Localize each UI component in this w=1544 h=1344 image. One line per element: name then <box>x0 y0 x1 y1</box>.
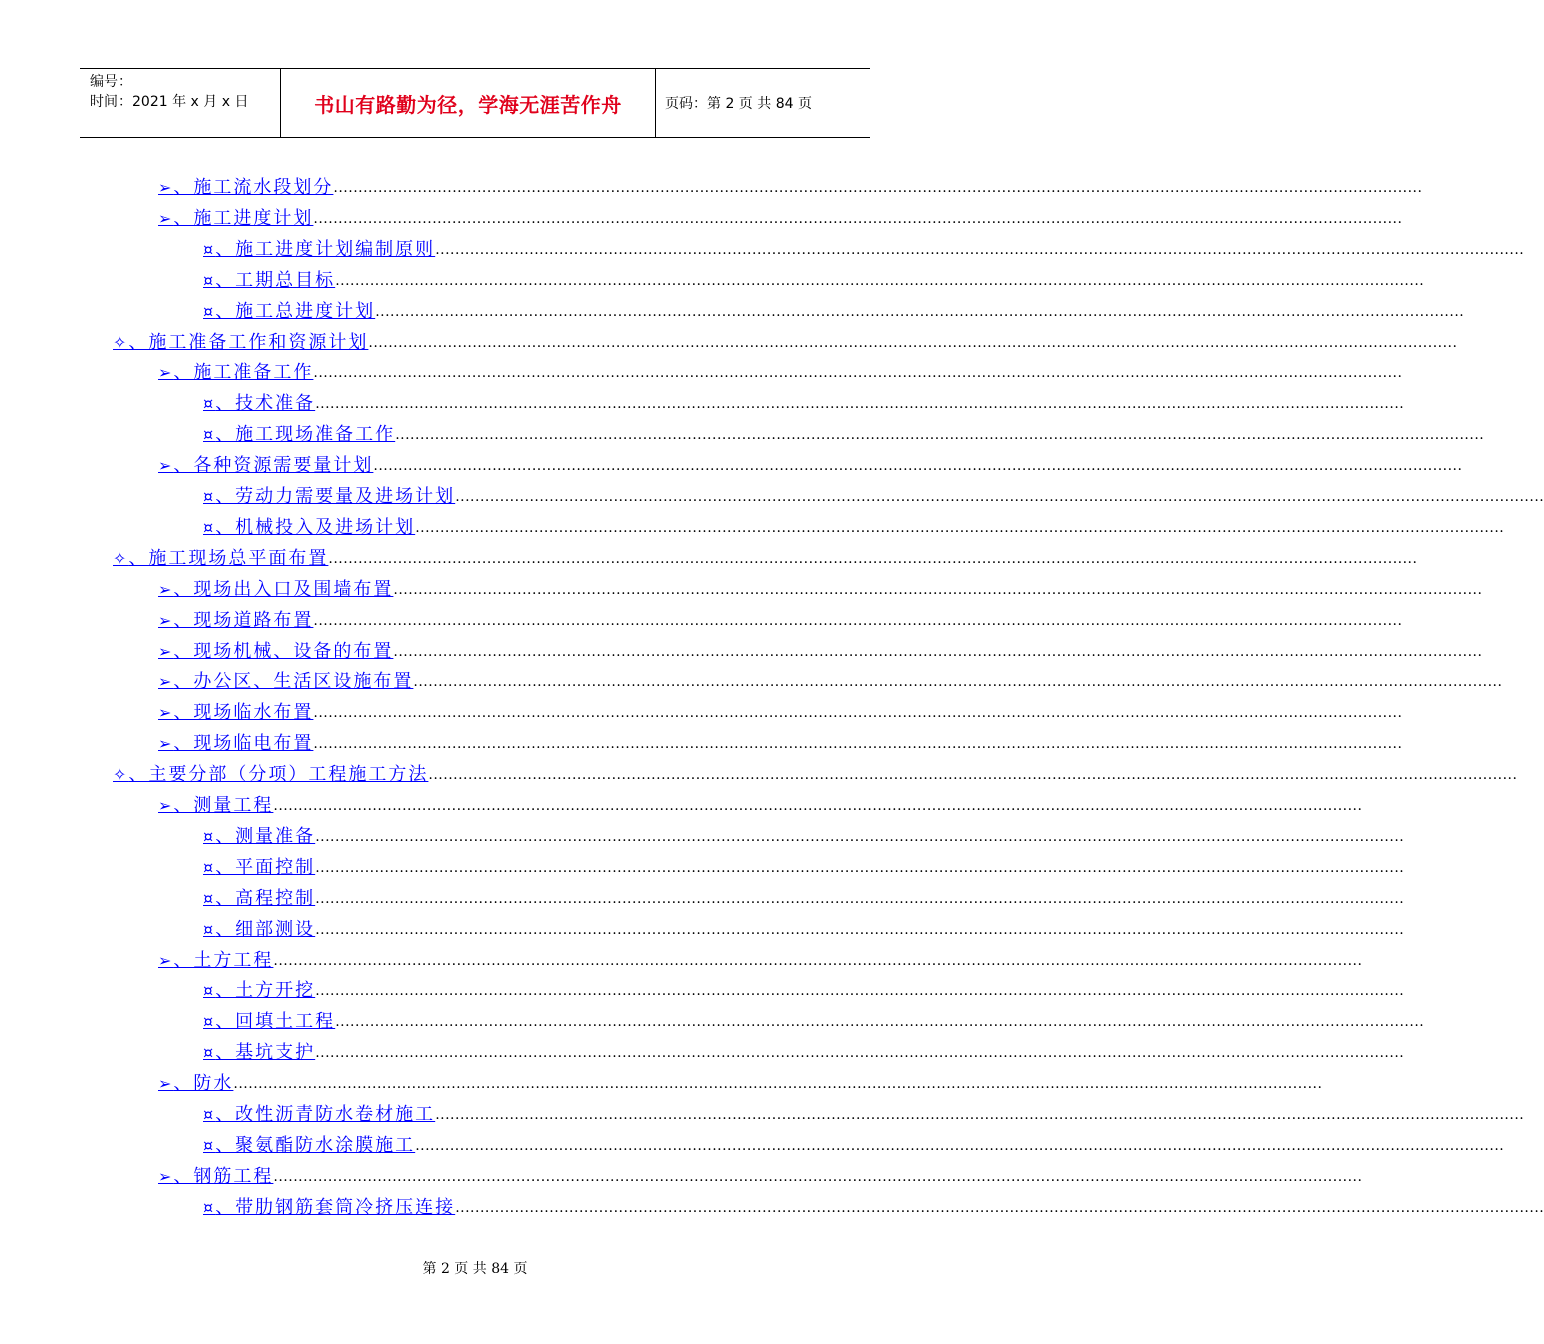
toc-entry[interactable] <box>203 1095 1525 1126</box>
toc-entry-link[interactable] <box>158 950 273 972</box>
toc-entry-link[interactable] <box>158 641 393 663</box>
toc-dot-leader: ............................................................................................................................................................................................................................ <box>273 798 1363 814</box>
toc-entry-label: 、技术准备 <box>215 393 316 415</box>
toc-entry-link[interactable] <box>203 1104 435 1126</box>
toc-entry[interactable] <box>158 662 1503 693</box>
toc-entry[interactable] <box>158 786 1363 817</box>
toc-bullet-icon: ¤ <box>203 1043 216 1063</box>
toc-entry-label: 、高程控制 <box>215 887 316 909</box>
toc-dot-leader: ............................................................................................................................................................................................................................ <box>313 365 1403 382</box>
toc-entry[interactable] <box>158 570 1483 601</box>
toc-entry-label: 、施工现场准备工作 <box>215 424 396 446</box>
toc-entry[interactable] <box>158 724 1403 755</box>
toc-entry-label: 、施工流水段划分 <box>173 177 334 198</box>
toc-entry[interactable] <box>158 199 1403 230</box>
toc-entry[interactable] <box>203 1002 1425 1033</box>
toc-entry-label: 、主要分部（分项）工程施工方法 <box>128 764 429 786</box>
header-meta <box>80 69 280 137</box>
toc-entry-link[interactable] <box>203 239 435 261</box>
toc-dot-leader: ............................................................................................................................................................................................................................ <box>315 859 1405 876</box>
toc-dot-leader: ............................................................................................................................................................................................................................ <box>395 427 1485 444</box>
toc-bullet-icon: ➢ <box>158 796 174 815</box>
toc-entry-label: 、施工总进度计划 <box>215 300 376 322</box>
toc-dot-leader: ............................................................................................................................................................................................................................ <box>328 550 1418 567</box>
toc-bullet-icon: ¤ <box>203 888 216 908</box>
toc-dot-leader: ............................................................................................................................................................................................................................ <box>393 643 1483 660</box>
toc-dot-leader: ............................................................................................................................................................................................................................ <box>393 581 1483 598</box>
toc-dot-leader: ............................................................................................................................................................................................................................ <box>315 1045 1405 1062</box>
toc-entry[interactable] <box>203 910 1405 941</box>
toc-bullet-icon: ¤ <box>203 826 216 846</box>
toc-entry[interactable] <box>203 384 1405 415</box>
toc-bullet-icon: ➢ <box>158 1074 174 1094</box>
toc-entry-link[interactable] <box>158 1166 273 1188</box>
toc-dot-leader: ............................................................................................................................................................................................................................ <box>313 736 1403 753</box>
toc-entry[interactable] <box>203 230 1525 261</box>
toc-entry-link[interactable] <box>113 548 328 570</box>
toc-entry[interactable] <box>203 879 1405 910</box>
toc-dot-leader: ............................................................................................................................................................................................................................ <box>273 1168 1363 1185</box>
toc-dot-leader: ............................................................................................................................................................................................................................ <box>313 705 1403 722</box>
toc-entry[interactable] <box>203 415 1485 446</box>
toc-entry[interactable] <box>203 817 1405 848</box>
toc-bullet-icon: ✧ <box>113 765 129 785</box>
toc-entry[interactable] <box>158 446 1463 477</box>
toc-bullet-icon: ✧ <box>113 548 129 568</box>
toc-bullet-icon: ¤ <box>203 239 216 259</box>
toc-bullet-icon: ¤ <box>203 301 216 321</box>
toc-bullet-icon: ➢ <box>158 734 174 754</box>
toc-entry-label: 、施工进度计划编制原则 <box>215 238 436 260</box>
toc-entry[interactable] <box>203 261 1425 292</box>
toc-entry[interactable] <box>158 168 1423 199</box>
toc-entry-label: 、施工准备工作 <box>173 362 314 384</box>
toc-entry[interactable] <box>203 848 1405 879</box>
toc-entry-label: 、改性沥青防水卷材施工 <box>215 1104 436 1125</box>
toc-entry-label: 、工期总目标 <box>215 269 336 291</box>
toc-dot-leader: ............................................................................................................................................................................................................................ <box>313 612 1403 629</box>
toc-dot-leader: ............................................................................................................................................................................................................................ <box>435 1107 1525 1123</box>
toc-bullet-icon: ¤ <box>203 1197 216 1217</box>
toc-entry-label: 、聚氨酯防水涂膜施工 <box>215 1134 416 1156</box>
toc-entry[interactable] <box>203 1033 1405 1064</box>
toc-bullet-icon: ¤ <box>203 487 216 506</box>
number-label: 编号： <box>90 74 132 90</box>
toc-entry[interactable] <box>158 1157 1363 1188</box>
toc-bullet-icon: ¤ <box>203 1012 216 1032</box>
toc-bullet-icon: ➢ <box>158 363 174 383</box>
toc-entry[interactable] <box>113 323 1458 354</box>
toc-entry-label: 、防水 <box>173 1073 234 1095</box>
toc-bullet-icon: ➢ <box>158 703 174 723</box>
toc-entry-label: 、现场出入口及围墙布置 <box>173 578 394 600</box>
toc-entry[interactable] <box>203 508 1505 539</box>
toc-entry-label: 、现场机械、设备的布置 <box>173 640 394 662</box>
toc-entry-link[interactable] <box>203 1197 455 1219</box>
toc-entry-link[interactable] <box>203 980 315 1002</box>
toc-dot-leader: ............................................................................................................................................................................................................................ <box>315 921 1405 938</box>
toc-entry[interactable] <box>158 353 1403 384</box>
toc-entry-label: 、带肋钢筋套筒冷挤压连接 <box>215 1196 456 1218</box>
toc-entry[interactable] <box>158 601 1403 632</box>
toc-bullet-icon: ¤ <box>203 517 216 537</box>
toc-dot-leader: ............................................................................................................................................................................................................................ <box>333 180 1423 196</box>
toc-bullet-icon: ¤ <box>203 857 216 877</box>
toc-bullet-icon: ➢ <box>158 456 174 476</box>
toc-entry-label: 、办公区、生活区设施布置 <box>173 671 414 693</box>
toc-dot-leader: ............................................................................................................................................................................................................................ <box>335 1014 1425 1031</box>
toc-entry[interactable] <box>203 292 1465 323</box>
toc-entry-link[interactable] <box>203 919 315 941</box>
toc-entry[interactable] <box>203 1126 1505 1157</box>
toc-entry[interactable] <box>113 755 1518 786</box>
toc-entry-link[interactable] <box>203 1135 415 1157</box>
toc-dot-leader: ............................................................................................................................................................................................................................ <box>413 674 1503 691</box>
toc-entry-link[interactable] <box>158 733 313 755</box>
toc-entry-link[interactable] <box>203 1042 315 1064</box>
toc-entry[interactable] <box>113 539 1418 570</box>
toc-dot-leader: ............................................................................................................................................................................................................................ <box>315 983 1405 1000</box>
toc-entry-label: 、施工准备工作和资源计划 <box>128 331 369 353</box>
toc-entry-link[interactable] <box>203 826 315 848</box>
toc-entry[interactable] <box>203 1188 1544 1219</box>
toc-bullet-icon: ¤ <box>203 394 216 414</box>
toc-entry-label: 、施工进度计划 <box>173 207 314 229</box>
toc-bullet-icon: ➢ <box>158 178 174 197</box>
toc-dot-leader: ............................................................................................................................................................................................................................ <box>455 1199 1544 1216</box>
toc-bullet-icon: ¤ <box>203 1105 216 1124</box>
toc-entry-label: 、土方工程 <box>173 949 274 971</box>
toc-entry-link[interactable] <box>113 332 368 354</box>
toc-bullet-icon: ➢ <box>158 950 174 970</box>
toc-dot-leader: ............................................................................................................................................................................................................................ <box>415 1137 1505 1154</box>
header-motto: 书山有路勤为径，学海无涯苦作舟 <box>280 69 656 137</box>
toc-entry-label: 、测量工程 <box>173 795 274 816</box>
toc-dot-leader: ............................................................................................................................................................................................................................ <box>273 952 1363 969</box>
toc-dot-leader: ............................................................................................................................................................................................................................ <box>313 210 1403 227</box>
toc-entry-label: 、平面控制 <box>215 856 316 878</box>
time-label: 时间：2021 年 x 月 x 日 <box>90 94 249 110</box>
toc-entry-link[interactable] <box>158 579 393 601</box>
toc-bullet-icon: ➢ <box>158 208 174 228</box>
toc-entry-label: 、各种资源需要量计划 <box>173 455 374 477</box>
toc-dot-leader: ............................................................................................................................................................................................................................ <box>368 334 1458 351</box>
toc-entry-label: 、土方开挖 <box>215 980 316 1002</box>
toc-entry[interactable] <box>158 941 1363 972</box>
toc-entry-link[interactable] <box>203 888 315 910</box>
toc-entry[interactable] <box>158 693 1403 724</box>
toc-entry-link[interactable] <box>158 610 313 632</box>
toc-bullet-icon: ¤ <box>203 981 216 1001</box>
toc-dot-leader: ............................................................................................................................................................................................................................ <box>435 241 1525 258</box>
toc-entry-link[interactable] <box>158 1073 233 1095</box>
toc-entry-link[interactable] <box>158 795 273 817</box>
toc-bullet-icon: ¤ <box>203 919 216 939</box>
toc-dot-leader: ............................................................................................................................................................................................................................ <box>315 396 1405 413</box>
toc-bullet-icon: ✧ <box>113 332 129 352</box>
toc-entry-link[interactable] <box>203 393 315 415</box>
toc-entry-label: 、基坑支护 <box>215 1042 316 1064</box>
toc-entry[interactable] <box>203 477 1544 508</box>
toc-bullet-icon: ¤ <box>203 1135 216 1155</box>
page-footer: 第 2 页 共 84 页 <box>422 1261 528 1277</box>
toc-entry-link[interactable] <box>203 1011 335 1033</box>
toc-entry-link[interactable] <box>158 362 313 384</box>
toc-entry-link[interactable] <box>203 270 335 292</box>
toc-bullet-icon: ➢ <box>158 641 174 661</box>
toc-bullet-icon: ➢ <box>158 610 174 630</box>
toc-entry-label: 、施工现场总平面布置 <box>128 547 329 569</box>
toc-dot-leader: ............................................................................................................................................................................................................................ <box>375 303 1465 320</box>
toc-entry[interactable] <box>203 971 1405 1002</box>
toc-entry-label: 、现场道路布置 <box>173 609 314 631</box>
toc-entry-link[interactable] <box>158 177 333 199</box>
toc-entry-link[interactable] <box>203 301 375 323</box>
toc-entry-link[interactable] <box>203 424 395 446</box>
toc-dot-leader: ............................................................................................................................................................................................................................ <box>428 767 1518 784</box>
toc-entry-link[interactable] <box>203 857 315 879</box>
toc-entry-label: 、现场临电布置 <box>173 733 314 755</box>
toc-entry-label: 、细部测设 <box>215 918 316 940</box>
toc-dot-leader: ............................................................................................................................................................................................................................ <box>233 1076 1323 1093</box>
toc-entry-link[interactable] <box>203 517 415 539</box>
toc-dot-leader: ............................................................................................................................................................................................................................ <box>335 272 1425 289</box>
toc-entry-label: 、现场临水布置 <box>173 702 314 724</box>
toc-entry[interactable] <box>158 1064 1323 1095</box>
toc-dot-leader: ............................................................................................................................................................................................................................ <box>455 489 1544 505</box>
header-page-info: 页码：第 2 页 共 84 页 <box>665 96 812 112</box>
toc-entry-label: 、劳动力需要量及进场计划 <box>215 486 456 507</box>
toc-entry-link[interactable] <box>158 702 313 724</box>
toc-bullet-icon: ➢ <box>158 672 174 692</box>
toc-entry-label: 、测量准备 <box>215 825 316 847</box>
toc-entry-link[interactable] <box>203 486 455 508</box>
toc-dot-leader: ............................................................................................................................................................................................................................ <box>373 458 1463 475</box>
toc-dot-leader: ............................................................................................................................................................................................................................ <box>415 519 1505 536</box>
toc-entry-link[interactable] <box>158 455 373 477</box>
toc-entry-label: 、钢筋工程 <box>173 1165 274 1187</box>
toc-bullet-icon: ¤ <box>203 425 216 445</box>
page-header <box>80 68 870 138</box>
toc-entry-label: 、回填土工程 <box>215 1011 336 1033</box>
toc-entry-link[interactable] <box>113 764 428 786</box>
toc-bullet-icon: ¤ <box>203 270 216 290</box>
toc-dot-leader: ............................................................................................................................................................................................................................ <box>315 890 1405 907</box>
toc-entry-link[interactable] <box>158 208 313 230</box>
toc-dot-leader: ............................................................................................................................................................................................................................ <box>315 828 1405 845</box>
toc-bullet-icon: ➢ <box>158 579 174 599</box>
toc-bullet-icon: ➢ <box>158 1166 174 1186</box>
toc-entry[interactable] <box>158 632 1483 663</box>
toc-entry-label: 、机械投入及进场计划 <box>215 516 416 538</box>
toc-entry-link[interactable] <box>158 671 413 693</box>
